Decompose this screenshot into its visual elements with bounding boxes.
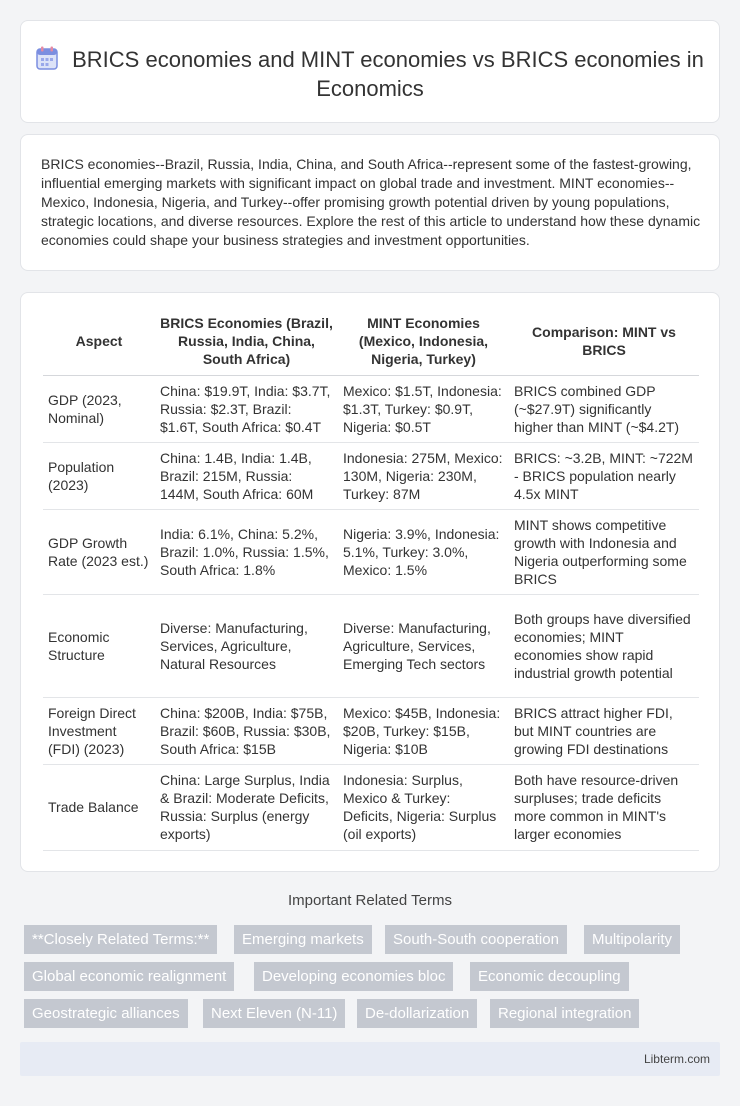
related-tag[interactable]: Regional integration (490, 999, 639, 1028)
row-brics: China: Large Surplus, India & Brazil: Moderate Deficits, Russia: Surplus (energy exports) (155, 764, 338, 850)
row-aspect: Economic Structure (43, 594, 155, 697)
row-comparison: Both have resource-driven surpluses; trade deficits more common in MINT's larger economies (509, 764, 699, 850)
table-row (43, 509, 699, 594)
related-tag[interactable]: Multipolarity (584, 925, 680, 954)
header-brics: BRICS Economies (Brazil, Russia, India, China, South Africa) (155, 307, 338, 375)
comparison-table-card (20, 292, 720, 872)
row-brics: China: $200B, India: $75B, Brazil: $60B, Russia: $30B, South Africa: $15B (155, 697, 338, 764)
intro-card (20, 134, 720, 271)
row-brics: China: 1.4B, India: 1.4B, Brazil: 215M, Russia: 144M, South Africa: 60M (155, 442, 338, 509)
row-comparison: BRICS combined GDP (~$27.9T) significantly higher than MINT (~$4.2T) (509, 375, 699, 442)
comparison-table (43, 307, 699, 851)
row-comparison: BRICS: ~3.2B, MINT: ~722M - BRICS population nearly 4.5x MINT (509, 442, 699, 509)
table-row (43, 764, 699, 850)
related-tag[interactable]: Next Eleven (N-11) (203, 999, 345, 1028)
row-mint: Mexico: $1.5T, Indonesia: $1.3T, Turkey: $0.9T, Nigeria: $0.5T (338, 375, 509, 442)
related-tag[interactable]: South-South cooperation (385, 925, 567, 954)
footer (20, 1042, 720, 1076)
row-comparison: Both groups have diversified economies; MINT economies show rapid industrial growth potential (509, 594, 699, 697)
page-title: BRICS economies and MINT economies vs BRICS economies in Economics (72, 47, 704, 101)
table-row (43, 594, 699, 697)
row-aspect: Foreign Direct Investment (FDI) (2023) (43, 697, 155, 764)
row-comparison: BRICS attract higher FDI, but MINT countries are growing FDI destinations (509, 697, 699, 764)
related-terms-title: Important Related Terms (288, 892, 452, 909)
table-row (43, 375, 699, 442)
related-tag[interactable]: Emerging markets (234, 925, 372, 954)
related-tag[interactable]: De-dollarization (357, 999, 477, 1028)
header-card (20, 20, 720, 123)
row-mint: Indonesia: Surplus, Mexico & Turkey: Deficits, Nigeria: Surplus (oil exports) (338, 764, 509, 850)
row-aspect: GDP (2023, Nominal) (43, 375, 155, 442)
row-brics: China: $19.9T, India: $3.7T, Russia: $2.3T, Brazil: $1.6T, South Africa: $0.4T (155, 375, 338, 442)
table-row (43, 442, 699, 509)
row-brics: Diverse: Manufacturing, Services, Agriculture, Natural Resources (155, 594, 338, 697)
row-aspect: Trade Balance (43, 764, 155, 850)
calendar-icon (36, 46, 58, 70)
page-title-wrap (21, 45, 719, 103)
row-aspect: GDP Growth Rate (2023 est.) (43, 509, 155, 594)
intro-paragraph: BRICS economies--Brazil, Russia, India, China, and South Africa--represent some of the fastest-growing, influential emerging markets with significant impact on global trade and investment. MINT economies--Mexico, Indonesia, Nigeria, and Turkey--offer promising growth potential driven by young populations, strategic locations, and diverse resources. Explore the rest of this article to understand how these dynamic economies could shape your business strategies and investment opportunities. (41, 156, 701, 248)
row-mint: Indonesia: 275M, Mexico: 130M, Nigeria: 230M, Turkey: 87M (338, 442, 509, 509)
row-mint: Nigeria: 3.9%, Indonesia: 5.1%, Turkey: 3.0%, Mexico: 1.5% (338, 509, 509, 594)
header-mint: MINT Economies (Mexico, Indonesia, Nigeria, Turkey) (338, 307, 509, 375)
header-aspect: Aspect (43, 307, 155, 375)
related-tag[interactable]: Economic decoupling (470, 962, 629, 991)
footer-site-link[interactable]: Libterm.com (643, 1052, 710, 1066)
row-comparison: MINT shows competitive growth with Indonesia and Nigeria outperforming some BRICS (509, 509, 699, 594)
row-aspect: Population (2023) (43, 442, 155, 509)
related-tag[interactable]: Global economic realignment (24, 962, 234, 991)
related-tag[interactable]: **Closely Related Terms:** (24, 925, 217, 954)
row-brics: India: 6.1%, China: 5.2%, Brazil: 1.0%, Russia: 1.5%, South Africa: 1.8% (155, 509, 338, 594)
related-tag[interactable]: Developing economies bloc (254, 962, 453, 991)
header-comparison: Comparison: MINT vs BRICS (509, 307, 699, 375)
related-tag[interactable]: Geostrategic alliances (24, 999, 188, 1028)
table-header-row (43, 307, 699, 375)
row-mint: Mexico: $45B, Indonesia: $20B, Turkey: $15B, Nigeria: $10B (338, 697, 509, 764)
row-mint: Diverse: Manufacturing, Agriculture, Services, Emerging Tech sectors (338, 594, 509, 697)
table-row (43, 697, 699, 764)
